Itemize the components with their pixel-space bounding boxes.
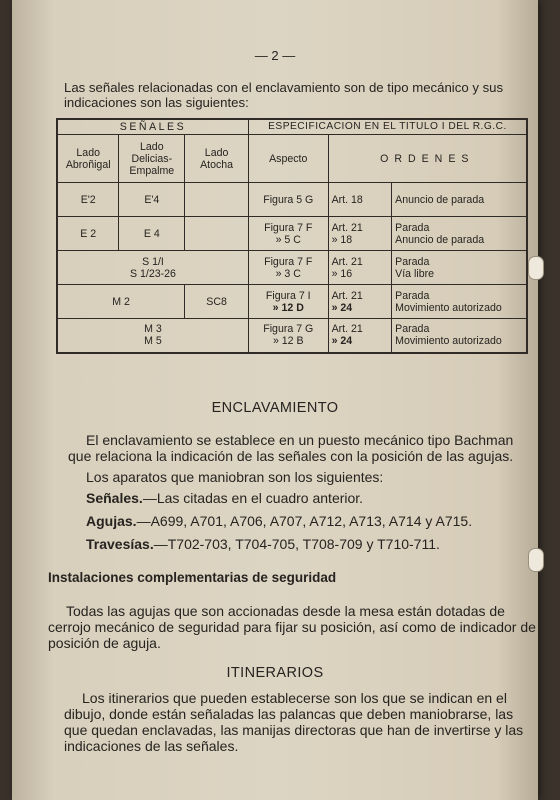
cell-atocha (185, 183, 249, 217)
travesias-line: Travesías.—T702-703, T704-705, T708-709 y T710-711. (86, 536, 440, 552)
cell-atocha (185, 217, 249, 251)
header-senales: SEÑALES (57, 119, 248, 135)
binder-hole (528, 256, 544, 280)
cell-merged-signal: M 2 (57, 285, 185, 319)
cell-aspecto: Figura 7 G » 12 B (248, 319, 328, 353)
col-lado-atocha: Lado Atocha (185, 135, 249, 183)
intro-text: Las señales relacionadas con el enclavamiento son de tipo mecánico y sus indicaciones son las siguientes: (64, 80, 504, 110)
cell-art: Art. 21 » 24 (328, 285, 392, 319)
page-number: — 2 — (254, 48, 296, 63)
enclavamiento-paragraph: El enclavamiento se establece en un puesto mecánico tipo Bachman que relaciona la indicación de las señales con la posición de las agujas. (68, 432, 514, 464)
cell-aspecto: Figura 5 G (248, 183, 328, 217)
cell-orden: Anuncio de parada (392, 183, 527, 217)
aparatos-intro: Los aparatos que maniobran son los siguientes: (86, 469, 384, 485)
cell-abronigal: E'2 (57, 183, 119, 217)
cell-merged-signal: M 3 M 5 (57, 319, 248, 353)
binder-hole (528, 548, 544, 572)
cell-orden: Parada Movimiento autorizado (392, 285, 527, 319)
cell-orden: Parada Vía libre (392, 251, 527, 285)
table-row (57, 251, 527, 285)
cell-abronigal: E 2 (57, 217, 119, 251)
cell-aspecto: Figura 7 F » 5 C (248, 217, 328, 251)
col-aspecto: Aspecto (248, 135, 328, 183)
cell-art: Art. 18 (328, 183, 392, 217)
heading-itinerarios: ITINERARIOS (226, 665, 324, 681)
col-ordenes: ORDENES (328, 135, 527, 183)
cell-orden: Parada Anuncio de parada (392, 217, 527, 251)
itinerarios-paragraph: Los itinerarios que pueden establecerse son los que se indican en el dibujo, donde están señaladas las palancas que deben maniobrarse, las que quedan enclavadas, las manijas directoras que han de invertirse y las indicaciones de las señales. (64, 690, 524, 754)
table-row (57, 319, 527, 353)
senales-line: Señales.—Las citadas en el cuadro anterior. (86, 490, 364, 506)
signals-table (56, 118, 528, 354)
cell-merged-signal: S 1/I S 1/23-26 (57, 251, 248, 285)
table-row (57, 217, 527, 251)
cell-aspecto: Figura 7 F » 3 C (248, 251, 328, 285)
cell-delicias: E'4 (119, 183, 185, 217)
table-row (57, 285, 527, 319)
document-page (12, 0, 538, 800)
cell-orden: Parada Movimiento autorizado (392, 319, 527, 353)
instalaciones-paragraph: Todas las agujas que son accionadas desde la mesa están dotadas de cerrojo mecánico de seguridad para fijar su posición, así como de indicador de posición de aguja. (48, 603, 536, 651)
heading-enclavamiento: ENCLAVAMIENTO (211, 400, 339, 416)
col-lado-delicias: Lado Delicias-Empalme (119, 135, 185, 183)
cell-art: Art. 21 » 16 (328, 251, 392, 285)
table-row (57, 183, 527, 217)
header-especificacion: ESPECIFICACION EN EL TITULO I DEL R.G.C. (248, 119, 527, 135)
heading-instalaciones: Instalaciones complementarias de seguridad (48, 570, 337, 585)
cell-art: Art. 21 » 18 (328, 217, 392, 251)
cell-delicias: E 4 (119, 217, 185, 251)
cell-aspecto: Figura 7 I » 12 D (248, 285, 328, 319)
cell-atocha: SC8 (185, 285, 249, 319)
agujas-line: Agujas.—A699, A701, A706, A707, A712, A713, A714 y A715. (86, 513, 473, 529)
col-lado-abronigal: Lado Abroñigal (57, 135, 119, 183)
cell-art: Art. 21 » 24 (328, 319, 392, 353)
